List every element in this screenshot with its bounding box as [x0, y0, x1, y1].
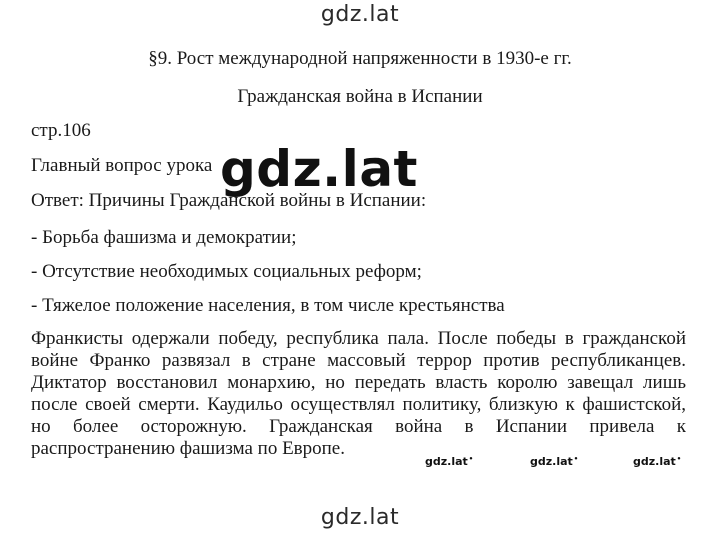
page-reference: стр.106 — [31, 120, 91, 141]
watermark-center: gdz.lat — [220, 140, 418, 198]
conclusion-paragraph: Франкисты одержали победу, республика пала. После победы в гражданской войне Франко развязал в стране массовый террор против республиканцев. Диктатор восстановил монархию, но передать власть королю завещал лишь после своей смерти. Каудильо осуществлял политику, близкую к фашистской, но более осторожную. Гражданская война в Испании привела к распространению фашизма по Европе. — [31, 328, 686, 459]
watermark-top: gdz.lat — [320, 2, 400, 27]
answer-intro: Ответ: Причины Гражданской войны в Испании: — [31, 190, 427, 211]
section-heading: §9. Рост международной напряженности в 1930-е гг. — [148, 48, 572, 69]
watermark-small: gdz.lat • — [633, 455, 681, 468]
watermark-small: gdz.lat • — [530, 455, 578, 468]
question-label: Главный вопрос урока — [31, 155, 213, 176]
watermark-small: gdz.lat • — [425, 455, 473, 468]
section-subheading: Гражданская война в Испании — [237, 86, 483, 107]
cause-item: - Борьба фашизма и демократии; — [31, 227, 297, 248]
watermark-bottom: gdz.lat — [320, 505, 400, 530]
cause-item: - Отсутствие необходимых социальных реформ; — [31, 261, 422, 282]
cause-item: - Тяжелое положение населения, в том числе крестьянства — [31, 295, 505, 316]
